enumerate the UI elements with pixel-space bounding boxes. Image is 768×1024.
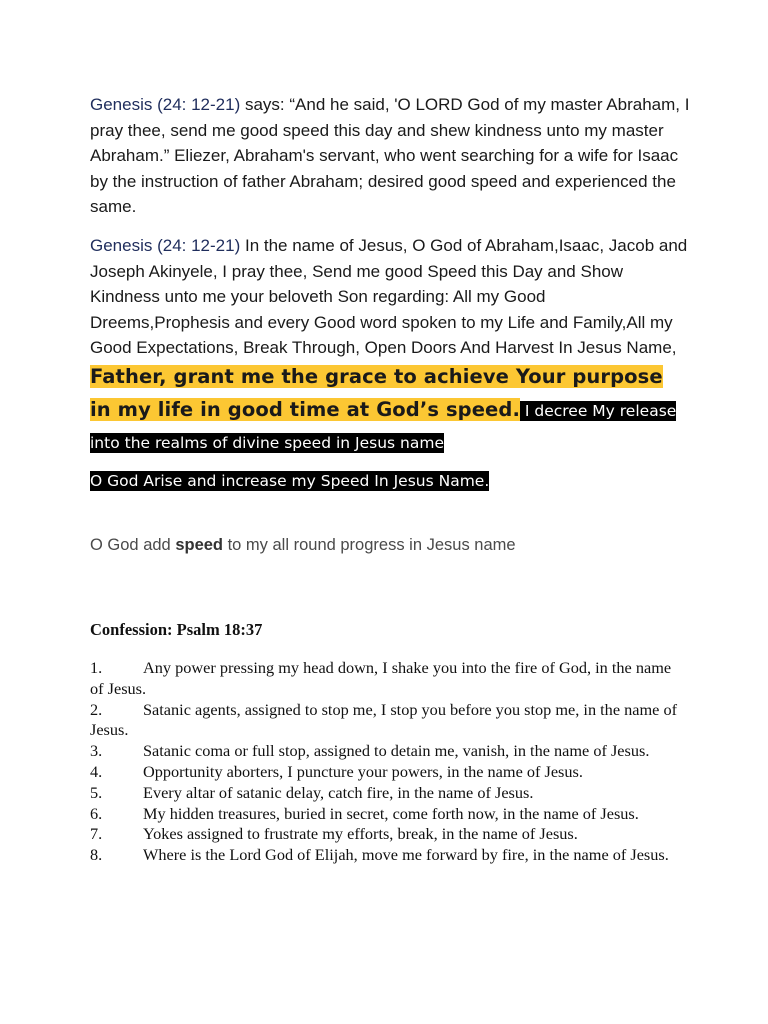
speed-prayer-start: O God add <box>90 536 176 554</box>
item-text: Every altar of satanic delay, catch fire, in the name of Jesus. <box>143 782 534 802</box>
item-number: 5. <box>90 782 103 802</box>
list-item <box>90 658 680 700</box>
item-number: 2. <box>90 699 103 719</box>
item-number: 8. <box>90 845 103 865</box>
item-number: 6. <box>90 803 103 823</box>
speed-prayer <box>90 536 516 555</box>
confession-heading: Confession: Psalm 18:37 <box>90 620 263 639</box>
item-number: 7. <box>90 824 103 844</box>
prayer-list <box>90 658 680 866</box>
item-text: My hidden treasures, buried in secret, come forth now, in the name of Jesus. <box>143 803 639 823</box>
list-item <box>90 762 680 783</box>
item-text: Satanic coma or full stop, assigned to detain me, vanish, in the name of Jesus. <box>143 741 650 761</box>
item-number: 4. <box>90 761 103 781</box>
scripture-reference: Genesis (24: 12-21) <box>90 95 241 114</box>
list-item <box>90 824 680 845</box>
list-item <box>90 783 680 804</box>
paragraph-text: says: “And he said, 'O LORD God of my master Abraham, I pray thee, send me good speed this day and shew kindness unto my master Abraham.” Eliezer, Abraham's servant, who went searching for a wife for Isaac by the instruction of father Abraham; desired good speed and experienced the same. <box>90 95 690 216</box>
item-text: Any power pressing my head down, I shake you into the fire of God, in the name of Jesus. <box>90 658 672 698</box>
highlighted-prayer: Father, grant me the grace to achieve Your purpose in my life in good time at God’s speed. <box>90 364 663 421</box>
item-text: Satanic agents, assigned to stop me, I stop you before you stop me, in the name of Jesus. <box>90 699 678 740</box>
item-number: 1. <box>90 658 103 677</box>
speed-prayer-end: to my all round progress in Jesus name <box>223 536 516 554</box>
paragraph-genesis-prayer <box>90 233 690 459</box>
list-item <box>90 845 680 866</box>
arise-line <box>90 472 489 491</box>
list-item <box>90 741 680 762</box>
item-text: Opportunity aborters, I puncture your powers, in the name of Jesus. <box>143 761 583 781</box>
paragraph-genesis-intro <box>90 92 690 220</box>
decree-text: I decree My release into the realms of divine speed in Jesus name <box>90 401 677 452</box>
list-item <box>90 700 680 742</box>
item-text: Yokes assigned to frustrate my efforts, break, in the name of Jesus. <box>143 824 578 844</box>
arise-text: O God Arise and increase my Speed In Jesus Name. <box>90 472 490 490</box>
item-number: 3. <box>90 741 103 761</box>
speed-word: speed <box>175 536 223 554</box>
scripture-reference: Genesis (24: 12-21) <box>90 236 241 255</box>
list-item <box>90 804 680 825</box>
item-text: Where is the Lord God of Elijah, move me forward by fire, in the name of Jesus. <box>143 845 669 865</box>
paragraph-text: In the name of Jesus, O God of Abraham,Isaac, Jacob and Joseph Akinyele, I pray thee, Send me good Speed this Day and Show Kindness unto me your beloveth Son regarding: All my Good Dreems,Prophesis and every Good word spoken to my Life and Family,All my Good Expectations, Break Through, Open Doors And Harvest In Jesus Name, <box>90 236 688 357</box>
